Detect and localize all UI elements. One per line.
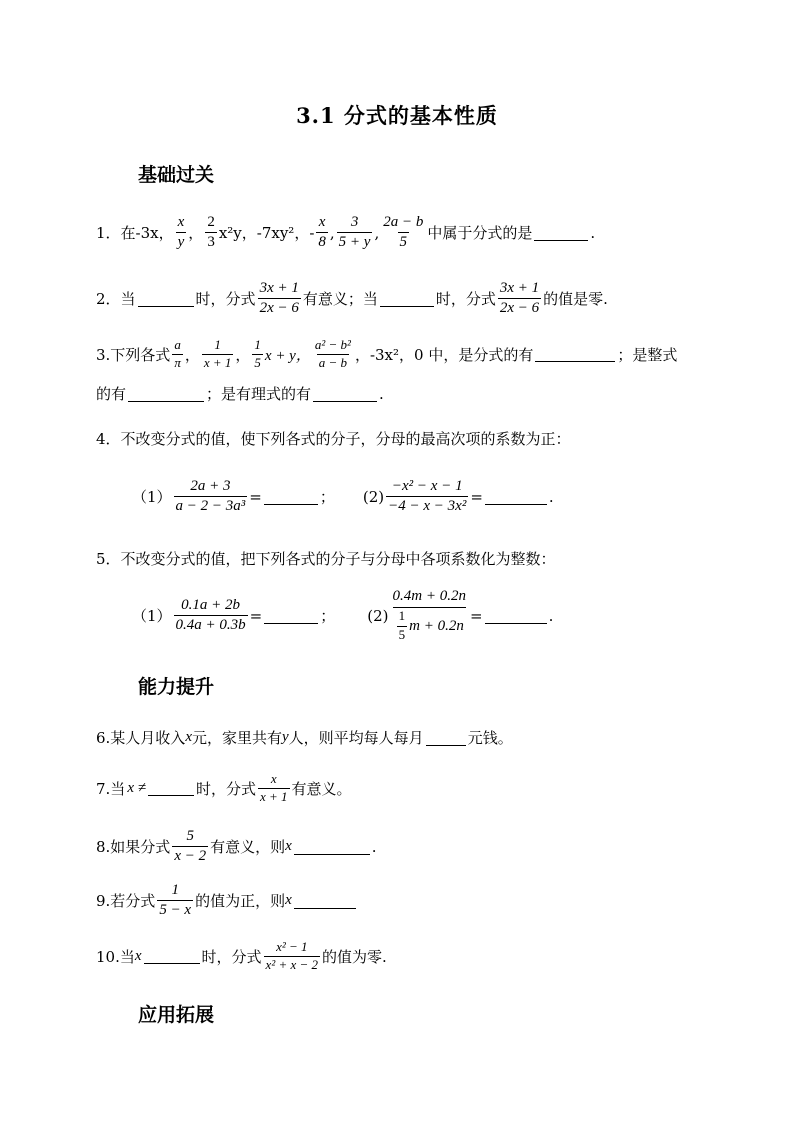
section-ability: 能力提升 bbox=[138, 676, 215, 698]
q1-fraction-2: $\frac{2}{3}$ bbox=[207, 214, 215, 251]
q5-part-1-label: （1） bbox=[132, 607, 172, 626]
q1-fraction-4: $\frac{3}{5 + y}$ bbox=[338, 214, 371, 251]
q1-answer-blank[interactable] bbox=[534, 225, 588, 241]
question-3-line-2 bbox=[96, 383, 384, 404]
question-7 bbox=[96, 772, 352, 805]
q8-end: . bbox=[371, 837, 377, 856]
q4-part-1-label: （1） bbox=[132, 488, 172, 507]
q4-blank-1[interactable] bbox=[264, 489, 318, 505]
q9-text-b: 的值为正，则 bbox=[195, 892, 286, 911]
q5-blank-2[interactable] bbox=[485, 608, 547, 624]
q3-text-1: x + y， bbox=[264, 347, 311, 364]
question-9 bbox=[96, 882, 358, 920]
q10-var: x bbox=[134, 947, 142, 964]
q4-semi: ； bbox=[319, 488, 335, 507]
q4-eq-1: = bbox=[249, 487, 262, 506]
q7-blank[interactable] bbox=[148, 780, 194, 796]
question-10 bbox=[96, 940, 387, 973]
q5-semi: ； bbox=[320, 607, 336, 626]
q5-blank-1[interactable] bbox=[264, 608, 318, 624]
q7-fraction: $\frac{x}{x + 1}$ bbox=[259, 771, 288, 804]
q3-line2-a: 的有 bbox=[96, 385, 127, 403]
q7-text-b: 时，分式 bbox=[195, 779, 256, 798]
q1-fraction-5: $\frac{2a - b}{5}$ bbox=[383, 214, 424, 251]
question-1 bbox=[96, 214, 595, 252]
q5-part-2-label: (2) bbox=[367, 606, 389, 625]
q10-text-c: 的值为零. bbox=[322, 947, 387, 966]
question-8 bbox=[96, 828, 377, 866]
q1-text-2: x²y，-7xy²，- bbox=[218, 224, 315, 243]
q8-blank[interactable] bbox=[294, 839, 370, 855]
q8-fraction: $\frac{5}{x - 2}$ bbox=[174, 828, 207, 865]
q1-sep-3: , bbox=[374, 223, 380, 242]
q4-blank-2[interactable] bbox=[485, 489, 547, 505]
q3-blank-3[interactable] bbox=[313, 386, 377, 402]
q2-fraction-1: $\frac{3x + 1}{2x - 6}$ bbox=[259, 280, 299, 317]
q10-text-b: 时，分式 bbox=[201, 947, 262, 966]
q7-text-a: 7.当 bbox=[96, 779, 126, 798]
q8-text-b: 有意义，则 bbox=[210, 838, 286, 857]
q5-end: . bbox=[548, 606, 554, 625]
question-2 bbox=[96, 280, 608, 318]
q1-number: 1．在 bbox=[96, 224, 136, 243]
q3-line2-b: ；是有理式的有 bbox=[206, 385, 312, 403]
q2-blank-1[interactable] bbox=[138, 291, 194, 307]
question-3 bbox=[96, 338, 677, 371]
section-application: 应用拓展 bbox=[138, 1004, 215, 1026]
q6-text-a: 6.某人月收入 bbox=[96, 729, 186, 747]
q9-fraction: $\frac{1}{5 - x}$ bbox=[159, 882, 192, 919]
q3-number: 3.下列各式 bbox=[96, 345, 171, 364]
question-6 bbox=[96, 727, 513, 748]
q4-text: 4．不改变分式的值，使下列各式的分子，分母的最高次项的系数为正： bbox=[96, 430, 571, 448]
q4-eq-2: = bbox=[470, 487, 483, 506]
q1-fraction-3: $\frac{x}{8}$ bbox=[318, 214, 326, 251]
q3-blank-2[interactable] bbox=[128, 386, 204, 402]
q6-var-x: x bbox=[185, 729, 192, 745]
question-4-parts bbox=[132, 478, 554, 516]
q4-end: . bbox=[548, 487, 554, 506]
q10-text-a: 10.当 bbox=[96, 947, 135, 966]
q1-text-1: -3x， bbox=[135, 224, 174, 243]
question-4 bbox=[96, 428, 571, 449]
q6-text-d: 元钱。 bbox=[467, 729, 513, 747]
q2-text-4: 的值是零. bbox=[543, 290, 608, 309]
q3-sep-1: ， bbox=[184, 345, 200, 364]
q1-sep-2: , bbox=[329, 223, 335, 242]
q6-var-y: y bbox=[282, 729, 289, 745]
q4-fraction-2: $\frac{\text{−x² − x − 1}}{\text{−4 − x − 3x²}}$ bbox=[388, 478, 467, 515]
q9-text-a: 9.若分式 bbox=[96, 892, 156, 911]
q8-text-a: 8.如果分式 bbox=[96, 838, 171, 857]
q2-text-1: 时，分式 bbox=[195, 290, 256, 309]
section-basic: 基础过关 bbox=[138, 164, 215, 186]
q3-fraction-3: $\frac{1}{5}$ bbox=[254, 337, 261, 370]
q5-eq-2: = bbox=[469, 606, 483, 625]
q5-fraction-2: 0.4m + 0.2n $\frac{1}{5}$ m + 0.2n bbox=[392, 588, 466, 643]
q8-var: x bbox=[285, 838, 292, 855]
q1-end: . bbox=[590, 223, 596, 242]
q2-number: 2．当 bbox=[96, 290, 136, 309]
q10-blank[interactable] bbox=[144, 948, 200, 964]
q3-text-3: ；是整式 bbox=[617, 345, 678, 364]
q2-text-3: 时，分式 bbox=[435, 290, 496, 309]
q6-blank[interactable] bbox=[426, 730, 466, 746]
q9-blank[interactable] bbox=[294, 893, 356, 909]
q1-fraction-1: $\frac{x}{y}$ bbox=[177, 214, 185, 251]
q4-fraction-1: $\frac{2a + 3}{\text{a − 2 − 3a³}}$ bbox=[175, 478, 246, 515]
q5-fraction-1: $\frac{0.1a + 2b}{0.4a + 0.3b}$ bbox=[175, 596, 246, 634]
q2-blank-2[interactable] bbox=[380, 291, 434, 307]
question-5-parts bbox=[132, 588, 553, 643]
q2-fraction-2: $\frac{3x + 1}{2x - 6}$ bbox=[499, 280, 540, 317]
q5-eq-1: = bbox=[249, 606, 263, 625]
q7-text-c: 有意义。 bbox=[291, 779, 352, 798]
page-title: 3.1 分式的基本性质 bbox=[296, 103, 498, 128]
q9-var: x bbox=[285, 892, 292, 909]
q5-inner-fraction: $\frac{1}{5}$ bbox=[398, 608, 406, 643]
q6-text-b: 元，家里共有 bbox=[191, 729, 282, 747]
q3-end: . bbox=[379, 384, 384, 403]
q1-sep-1: ， bbox=[188, 224, 204, 243]
q3-text-2: ，-3x²，0 中，是分式的有 bbox=[354, 345, 534, 364]
q3-fraction-4: $\frac{\text{a² − b²}}{a - b}$ bbox=[314, 337, 351, 370]
q3-blank-1[interactable] bbox=[535, 346, 615, 362]
question-5 bbox=[96, 548, 556, 569]
q6-text-c: 人，则平均每人每月 bbox=[288, 729, 424, 747]
q10-fraction: $\frac{\text{x² − 1}}{\text{x² + x − 2}}$ bbox=[265, 939, 319, 972]
q3-sep-2: ， bbox=[235, 345, 251, 364]
q7-var: x ≠ bbox=[127, 779, 146, 796]
q5-text: 5．不改变分式的值，把下列各式的分子与分母中各项系数化为整数： bbox=[96, 550, 556, 568]
q3-fraction-1: $\frac{a}{\pi}$ bbox=[174, 337, 181, 370]
q4-part-2-label: (2) bbox=[362, 487, 385, 506]
q2-text-2: 有意义；当 bbox=[302, 290, 378, 309]
q3-fraction-2: $\frac{1}{x + 1}$ bbox=[203, 337, 232, 370]
q1-tail: 中属于分式的是 bbox=[427, 224, 533, 243]
